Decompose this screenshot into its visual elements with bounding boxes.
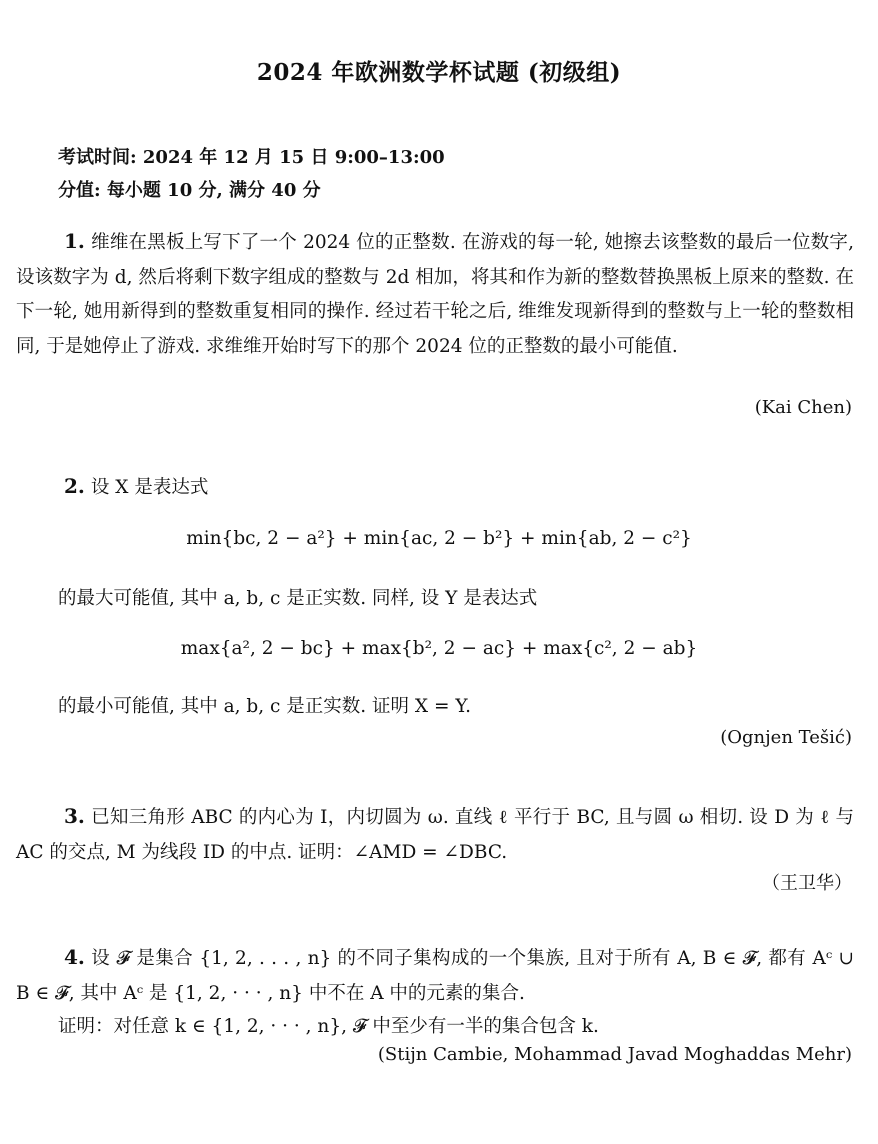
problem-1 — [16, 224, 854, 364]
problem-author: (Ognjen Tešić) — [720, 727, 852, 748]
problem-text: 设 𝓕 是集合 {1, 2, . . . , n} 的不同子集构成的一个集族, 且对于所有 A, B ∈ 𝓕, 都有 Aᶜ ∪ B ∈ 𝓕, 其中 Aᶜ 是 {1, 2, · · · , n} 中不在 A 中的元素的集合. — [16, 948, 854, 1004]
problem-text: 已知三角形 ABC 的内心为 I，内切圆为 ω. 直线 ℓ 平行于 BC, 且与圆 ω 相切. 设 D 为 ℓ 与 AC 的交点, M 为线段 ID 的中点. 证明：∠AMD = ∠DBC. — [16, 807, 854, 863]
problem-end: 的最小可能值, 其中 a, b, c 是正实数. 证明 X = Y. — [58, 696, 472, 717]
problem-2 — [64, 473, 208, 499]
problem-3 — [16, 799, 854, 870]
exam-time: 考试时间: 2024 年 12 月 15 日 9:00–13:00 — [58, 147, 445, 168]
problem-text-2: 证明：对任意 k ∈ {1, 2, · · · , n}, 𝓕 中至少有一半的集合包含 k. — [58, 1016, 599, 1037]
formula-max: max{a², 2 − bc} + max{b², 2 − ac} + max{c², 2 − ab} — [180, 638, 698, 659]
problem-text: 维维在黑板上写下了一个 2024 位的正整数. 在游戏的每一轮, 她擦去该整数的最后一位数字, 设该数字为 d, 然后将剩下数字组成的整数与 2d 相加，将其和作为新的整数替换黑板上原来的整数. 在下一轮, 她用新得到的整数重复相同的操作. 经过若干轮之后, 维维发现新得到的整数与上一轮的整数相同, 于是她停止了游戏. 求维维开始时写下的那个 2024 位的正整数的最小可能值. — [16, 232, 854, 357]
problem-middle: 的最大可能值, 其中 a, b, c 是正实数. 同样, 设 Y 是表达式 — [58, 588, 538, 609]
problem-author: (Kai Chen) — [754, 397, 852, 418]
page-title: 2024 年欧洲数学杯试题 (初级组) — [256, 59, 622, 86]
problem-number: 3. — [64, 804, 85, 828]
score-info: 分值: 每小题 10 分, 满分 40 分 — [58, 180, 321, 201]
problem-number: 2. — [64, 474, 85, 498]
problem-intro: 设 X 是表达式 — [90, 477, 209, 498]
problem-number: 1. — [64, 229, 85, 253]
problem-number: 4. — [64, 945, 85, 969]
problem-author: （王卫华） — [762, 873, 852, 894]
formula-min: min{bc, 2 − a²} + min{ac, 2 − b²} + min{ab, 2 − c²} — [186, 528, 692, 549]
problem-4 — [16, 940, 854, 1011]
problem-author: (Stijn Cambie, Mohammad Javad Moghaddas Mehr) — [377, 1044, 852, 1065]
